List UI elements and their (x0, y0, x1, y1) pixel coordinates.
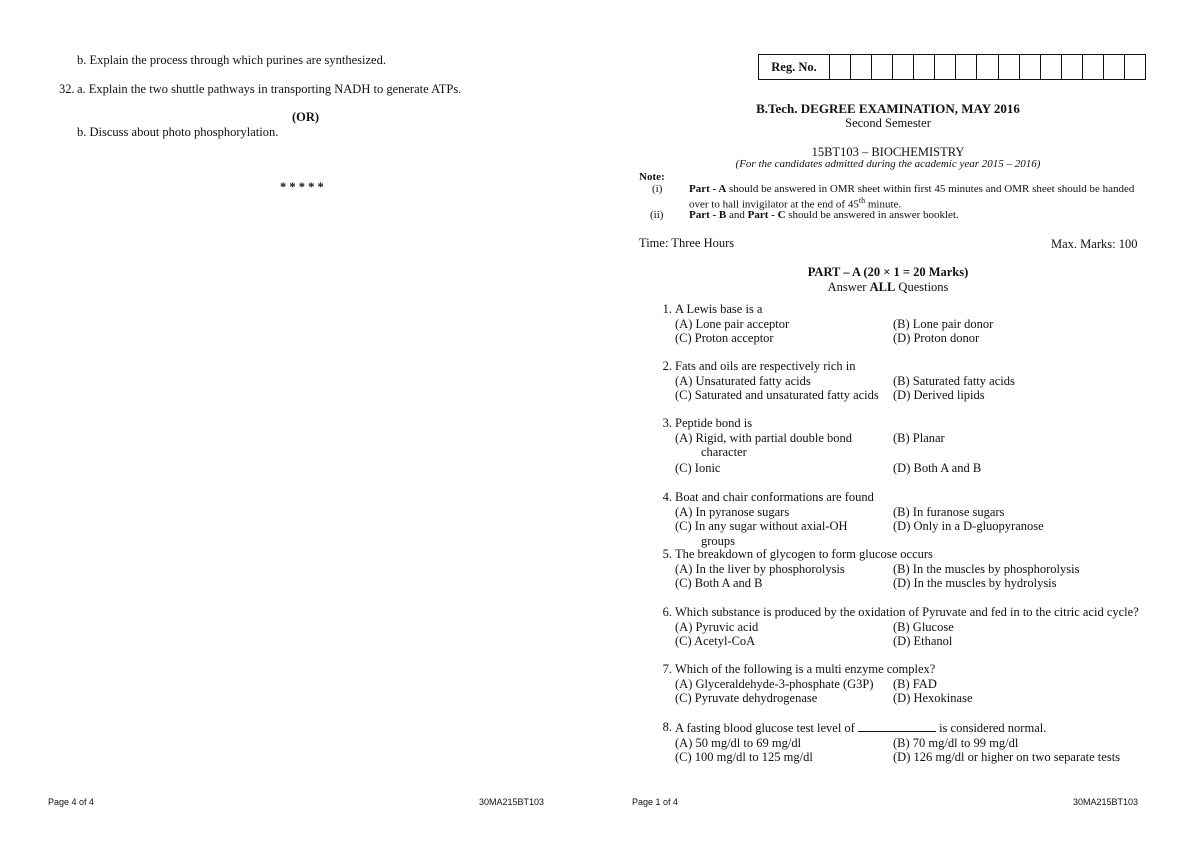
footer-code-left: 30MA215BT103 (479, 797, 545, 807)
option-a: (A) Unsaturated fatty acids (675, 373, 811, 388)
option-a: (A) 50 mg/dl to 69 mg/dl (675, 735, 802, 750)
question-5 (656, 547, 1156, 591)
reg-no-cells (830, 55, 1145, 79)
note-i-line1: Part - A should be answered in OMR sheet within first 45 minutes and OMR sheet should be handed (689, 183, 1135, 195)
option-a: (A) Pyruvic acid (675, 619, 759, 634)
option-a: (A) Lone pair acceptor (675, 316, 790, 331)
question-4 (656, 490, 1156, 548)
course-title: 15BT103 – BIOCHEMISTRY (811, 145, 965, 159)
fill-in-blank (858, 720, 936, 732)
option-b: (B) In furanose sugars (893, 504, 1005, 519)
option-d: (D) In the muscles by hydrolysis (893, 576, 1057, 591)
option-b: (B) FAD (893, 676, 937, 691)
option-a: (A) In the liver by phosphorolysis (675, 561, 845, 576)
question-number: 6. (662, 605, 672, 619)
option-b: (B) Glucose (893, 619, 954, 634)
option-b: (B) Lone pair donor (893, 316, 994, 331)
question-8 (656, 720, 1156, 765)
semester: Second Semester (845, 116, 931, 130)
option-d: (D) Hexokinase (893, 691, 973, 706)
question-number: 7. (662, 662, 672, 676)
option-a: (A) Glyceraldehyde-3-phosphate (G3P) (675, 676, 874, 691)
exam-title: B.Tech. DEGREE EXAMINATION, MAY 2016 (756, 101, 1020, 116)
option-b: (B) 70 mg/dl to 99 mg/dl (893, 735, 1019, 750)
option-c: (C) Pyruvate dehydrogenase (675, 691, 818, 706)
end-stars: * * * * * (280, 180, 324, 194)
reg-no-box (758, 54, 1146, 80)
option-d: (D) Derived lipids (893, 388, 985, 403)
question-stem: Peptide bond is (675, 416, 753, 430)
question-number: 8. (662, 720, 672, 734)
question-1 (656, 302, 1156, 346)
question-7 (656, 662, 1156, 706)
question-number: 1. (662, 302, 672, 316)
option-c: (C) Proton acceptor (675, 331, 774, 346)
question-number: 4. (662, 490, 672, 504)
option-c: (C) Both A and B (675, 576, 763, 591)
option-c: (C) 100 mg/dl to 125 mg/dl (675, 750, 813, 765)
note-ii-number: (ii) (650, 209, 664, 221)
question-32-number: 32. (59, 82, 75, 96)
question-2 (656, 359, 1156, 403)
option-d: (D) 126 mg/dl or higher on two separate tests (893, 750, 1121, 765)
option-c: (C) In any sugar without axial-OH (675, 519, 848, 534)
option-d: (D) Both A and B (893, 460, 982, 475)
question-3 (656, 416, 1156, 474)
note-label: Note: (639, 171, 665, 183)
option-c-continued: groups (701, 533, 736, 548)
note-ii-text: Part - B and Part - C should be answered in answer booklet. (689, 209, 959, 221)
question-number: 2. (662, 359, 672, 373)
note-i-number: (i) (652, 183, 663, 195)
option-a: (A) In pyranose sugars (675, 504, 790, 519)
option-b: (B) In the muscles by phosphorolysis (893, 561, 1080, 576)
question-number: 5. (662, 547, 672, 561)
question-stem: Boat and chair conformations are found (675, 490, 874, 504)
option-a-continued: character (701, 445, 747, 460)
question-31b: b. Explain the process through which purines are synthesized. (77, 53, 386, 67)
note-i-line2: over to hall invigilator at the end of 45th minute. (689, 196, 902, 211)
question-32a: a. Explain the two shuttle pathways in transporting NADH to generate ATPs. (77, 82, 462, 96)
question-stem: Which substance is produced by the oxidation of Pyruvate and fed in to the citric acid cycle? (675, 605, 1139, 619)
question-stem: A Lewis base is a (675, 302, 763, 316)
part-a-title: PART – A (20 × 1 = 20 Marks) (807, 265, 969, 279)
footer-page-left: Page 4 of 4 (48, 797, 95, 807)
max-marks: Max. Marks: 100 (1051, 237, 1138, 251)
option-a: (A) Rigid, with partial double bond (675, 430, 853, 445)
footer-code-right: 30MA215BT103 (1073, 797, 1139, 807)
option-d: (D) Ethanol (893, 634, 953, 649)
question-stem: Which of the following is a multi enzyme complex? (675, 662, 936, 676)
option-c: (C) Saturated and unsaturated fatty acids (675, 388, 879, 403)
or-separator: (OR) (292, 110, 320, 124)
exam-time: Time: Three Hours (639, 236, 735, 250)
candidates-note: (For the candidates admitted during the academic year 2015 – 2016) (735, 158, 1041, 170)
option-c: (C) Ionic (675, 460, 721, 475)
question-32b: b. Discuss about photo phosphorylation. (77, 125, 279, 139)
question-stem: Fats and oils are respectively rich in (675, 359, 856, 373)
answer-all-instruction: Answer ALL Questions (827, 280, 949, 294)
reg-no-label: Reg. No. (759, 55, 830, 79)
question-stem: The breakdown of glycogen to form glucose occurs (675, 547, 933, 561)
option-b: (B) Planar (893, 430, 945, 445)
question-stem: A fasting blood glucose test level of is considered normal. (675, 721, 1047, 735)
option-b: (B) Saturated fatty acids (893, 373, 1015, 388)
option-c: (C) Acetyl-CoA (675, 634, 756, 649)
footer-page-right: Page 1 of 4 (632, 797, 679, 807)
option-d: (D) Only in a D-gluopyranose (893, 519, 1044, 534)
option-d: (D) Proton donor (893, 331, 980, 346)
question-6 (656, 605, 1156, 649)
question-number: 3. (662, 416, 672, 430)
